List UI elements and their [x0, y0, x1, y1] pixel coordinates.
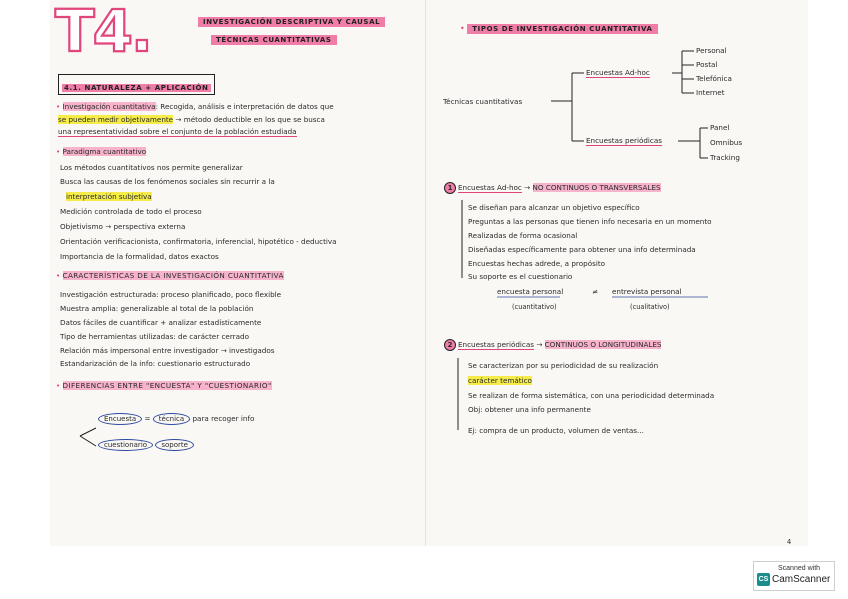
definition-text-1: : Recogida, análisis e interpretación de datos que: [155, 102, 334, 111]
title-subtitle-2: [211, 27, 337, 46]
section2-number: 2: [444, 339, 456, 351]
caract-item-6: Estandarización de la info: cuestionario estructurado: [60, 359, 251, 368]
caract-item-5: Relación más impersonal entre investigador → investigados: [60, 346, 275, 355]
paradigma-heading: • Paradigma cuantitativo: [56, 147, 147, 156]
page-title: T4.: [55, 0, 151, 65]
subtitle-2-text: TÉCNICAS CUANTITATIVAS: [211, 35, 337, 45]
caract-item-4: Tipo de herramientas utilizadas: de carácter cerrado: [60, 332, 249, 341]
s1-item-6: Su soporte es el cuestionario: [468, 272, 573, 281]
encuesta-personal: encuesta personal: [497, 287, 564, 296]
caracteristicas-heading: • CARACTERÍSTICAS DE LA INVESTIGACIÓN CUANTITATIVA: [56, 271, 284, 280]
encuesta-row: [98, 414, 254, 424]
tipos-heading: • TIPOS DE INVESTIGACIÓN CUANTITATIVA: [460, 16, 658, 35]
s1-item-1: Se diseñan para alcanzar un objetivo específico: [468, 203, 640, 212]
page-number: 4: [787, 538, 792, 546]
diferencias-head-text: DIFERENCIAS ENTRE "ENCUESTA" Y "CUESTIONARIO": [62, 381, 272, 390]
s2-item-4: Obj: obtener una info permanente: [468, 405, 591, 414]
encuesta-circle: Encuesta: [98, 413, 142, 425]
paradigma-item-1: Los métodos cuantitativos nos permite generalizar: [60, 163, 243, 172]
not-equal-sign: ≠: [592, 287, 599, 296]
section2-title: Encuestas periódicas: [458, 340, 535, 349]
tree-branch-periodicas: Encuestas periódicas: [586, 136, 663, 145]
section-title: [58, 74, 215, 95]
s1-item-2: Preguntas a las personas que tienen info necesaria en un momento: [468, 217, 712, 226]
cuestionario-row: [98, 440, 194, 450]
tree-leaf-internet: Internet: [696, 88, 725, 97]
paradigma-head-text: Paradigma cuantitativo: [62, 147, 147, 156]
camscanner-logo-icon: CS: [757, 573, 770, 586]
tecnica-circle: técnica: [153, 413, 190, 425]
s2-item-2: carácter temático: [468, 376, 532, 385]
definition-line-1: • Investigación cuantitativa: Recogida, análisis e interpretación de datos que: [56, 102, 334, 111]
cualitativo-label: (cualitativo): [630, 303, 670, 311]
definition-line-2: [58, 115, 325, 124]
entrevista-personal: entrevista personal: [612, 287, 682, 296]
soporte-circle: soporte: [155, 439, 194, 451]
s2-item-3: Se realizan de forma sistemática, con una periodicidad determinada: [468, 391, 715, 400]
paradigma-item-2: Busca las causas de los fenómenos sociales sin recurrir a la: [60, 177, 275, 186]
paradigma-item-4: Objetivismo → perspectiva externa: [60, 222, 186, 231]
s1-item-4: Diseñadas específicamente para obtener una info determinada: [468, 245, 696, 254]
section2-note: CONTINUOS O LONGITUDINALES: [544, 340, 662, 349]
watermark-line-1: Scanned with: [778, 565, 821, 572]
para-recoger-text: para recoger info: [192, 414, 255, 423]
paradigma-item-2-cont: interpretación subjetiva: [66, 192, 152, 201]
section2-arrow: →: [536, 340, 543, 349]
definition-line-3: una representatividad sobre el conjunto de la población estudiada: [58, 127, 297, 136]
tree-root: Técnicas cuantitativas: [443, 97, 523, 106]
section1-heading: [444, 182, 661, 194]
tree-leaf-omnibus: Omnibus: [710, 138, 743, 147]
paradigma-item-5: Orientación verificacionista, confirmatoria, inferencial, hipotético - deductiva: [60, 237, 337, 246]
caract-head-text: CARACTERÍSTICAS DE LA INVESTIGACIÓN CUANTITATIVA: [62, 271, 284, 280]
section-title-text: 4.1. NATURALEZA + APLICACIÓN: [64, 84, 209, 92]
watermark-line-2: CamScanner: [772, 574, 831, 585]
camscanner-watermark: [753, 561, 835, 591]
section1-title: Encuestas Ad-hoc: [458, 183, 522, 192]
definition-highlight: se pueden medir objetivamente: [58, 115, 174, 124]
tree-branch-adhoc: Encuestas Ad-hoc: [586, 68, 650, 77]
tree-leaf-tracking: Tracking: [710, 153, 740, 162]
tipos-head-text: TIPOS DE INVESTIGACIÓN CUANTITATIVA: [467, 24, 657, 34]
caract-item-2: Muestra amplia: generalizable al total de la población: [60, 304, 254, 313]
s2-item-5: Ej: compra de un producto, volumen de ventas...: [468, 426, 644, 435]
s1-item-3: Realizadas de forma ocasional: [468, 231, 578, 240]
tree-leaf-panel: Panel: [710, 123, 730, 132]
definition-text-2: → método deductible en los que se busca: [175, 115, 325, 124]
tree-leaf-postal: Postal: [696, 60, 718, 69]
section1-number: 1: [444, 182, 456, 194]
section1-note: NO CONTINUOS O TRANSVERSALES: [532, 183, 661, 192]
tree-leaf-telefonica: Telefónica: [696, 74, 732, 83]
caract-item-3: Datos fáciles de cuantificar + analizar estadísticamente: [60, 318, 262, 327]
caract-item-1: Investigación estructurada: proceso planificado, poco flexible: [60, 290, 282, 299]
paradigma-item-6: Importancia de la formalidad, datos exactos: [60, 252, 219, 261]
cuestionario-circle: cuestionario: [98, 439, 153, 451]
s1-item-5: Encuestas hechas adrede, a propósito: [468, 259, 606, 268]
section1-arrow: →: [524, 183, 531, 192]
section2-heading: [444, 339, 661, 351]
definition-head: Investigación cuantitativa: [62, 102, 156, 111]
s2-item-1: Se caracterizan por su periodicidad de su realización: [468, 361, 659, 370]
cuantitativo-label: (cuantitativo): [512, 303, 557, 311]
title-subtitle-1: [198, 9, 385, 28]
diferencias-heading: • DIFERENCIAS ENTRE "ENCUESTA" Y "CUESTIONARIO": [56, 381, 272, 390]
subtitle-1-text: INVESTIGACIÓN DESCRIPTIVA Y CAUSAL: [198, 17, 385, 27]
equals-sign: =: [144, 414, 151, 423]
tree-leaf-personal: Personal: [696, 46, 727, 55]
paradigma-item-3: Medición controlada de todo el proceso: [60, 207, 202, 216]
